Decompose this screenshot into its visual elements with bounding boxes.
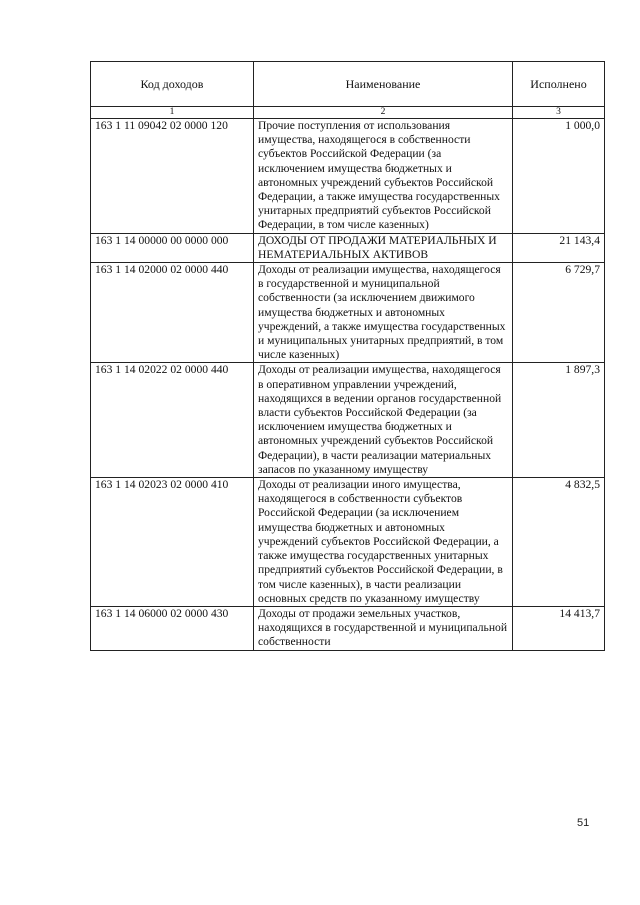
income-code: 163 1 14 02023 02 0000 410 (91, 478, 254, 607)
income-code: 163 1 14 00000 00 0000 000 (91, 233, 254, 262)
income-amount: 14 413,7 (513, 606, 605, 650)
income-name: ДОХОДЫ ОТ ПРОДАЖИ МАТЕРИАЛЬНЫХ И НЕМАТЕРИАЛЬНЫХ АКТИВОВ (254, 233, 513, 262)
income-amount: 6 729,7 (513, 263, 605, 363)
table-row (91, 233, 605, 262)
column-number-2: 2 (254, 107, 513, 119)
income-amount: 1 897,3 (513, 363, 605, 478)
header-name: Наименование (254, 62, 513, 107)
page-number: 51 (577, 817, 590, 829)
income-name: Доходы от реализации имущества, находящегося в государственной и муниципальной собственности (за исключением движимого имущества бюджетных и автономных учреждений, а также имущества государственных и муниципальных унитарных предприятий, в том числе казенных) (254, 263, 513, 363)
column-number-1: 1 (91, 107, 254, 119)
income-code: 163 1 14 06000 02 0000 430 (91, 606, 254, 650)
income-amount: 1 000,0 (513, 119, 605, 234)
table-header-row (91, 62, 605, 107)
income-amount: 4 832,5 (513, 478, 605, 607)
header-executed: Исполнено (513, 62, 605, 107)
income-code: 163 1 14 02000 02 0000 440 (91, 263, 254, 363)
column-number-row (91, 107, 605, 119)
income-name: Доходы от реализации иного имущества, находящегося в собственности субъектов Российской Федерации (за исключением имущества бюджетных и автономных учреждений субъектов Российской Федерации, а также имущества государственных унитарных предприятий субъектов Российской Федерации, в том числе казенных), в части реализации основных средств по указанному имуществу (254, 478, 513, 607)
income-amount: 21 143,4 (513, 233, 605, 262)
table-row (91, 478, 605, 607)
header-code: Код доходов (91, 62, 254, 107)
income-code: 163 1 14 02022 02 0000 440 (91, 363, 254, 478)
income-name: Доходы от реализации имущества, находящегося в оперативном управлении учреждений, находящихся в ведении органов государственной власти субъектов Российской Федерации (за исключением имущества бюджетных и автономных учреждений субъектов Российской Федерации), в части реализации материальных запасов по указанному имуществу (254, 363, 513, 478)
table-row (91, 119, 605, 234)
income-name: Доходы от продажи земельных участков, находящихся в государственной и муниципальной собственности (254, 606, 513, 650)
income-code: 163 1 11 09042 02 0000 120 (91, 119, 254, 234)
column-number-3: 3 (513, 107, 605, 119)
table-row (91, 263, 605, 363)
revenue-table (90, 61, 605, 651)
income-name: Прочие поступления от использования имущества, находящегося в собственности субъектов Российской Федерации (за исключением имущества бюджетных и автономных учреждений субъектов Российской Федерации, а также имущества государственных унитарных предприятий субъектов Российской Федерации, в том числе казенных) (254, 119, 513, 234)
table-row (91, 606, 605, 650)
table-row (91, 363, 605, 478)
